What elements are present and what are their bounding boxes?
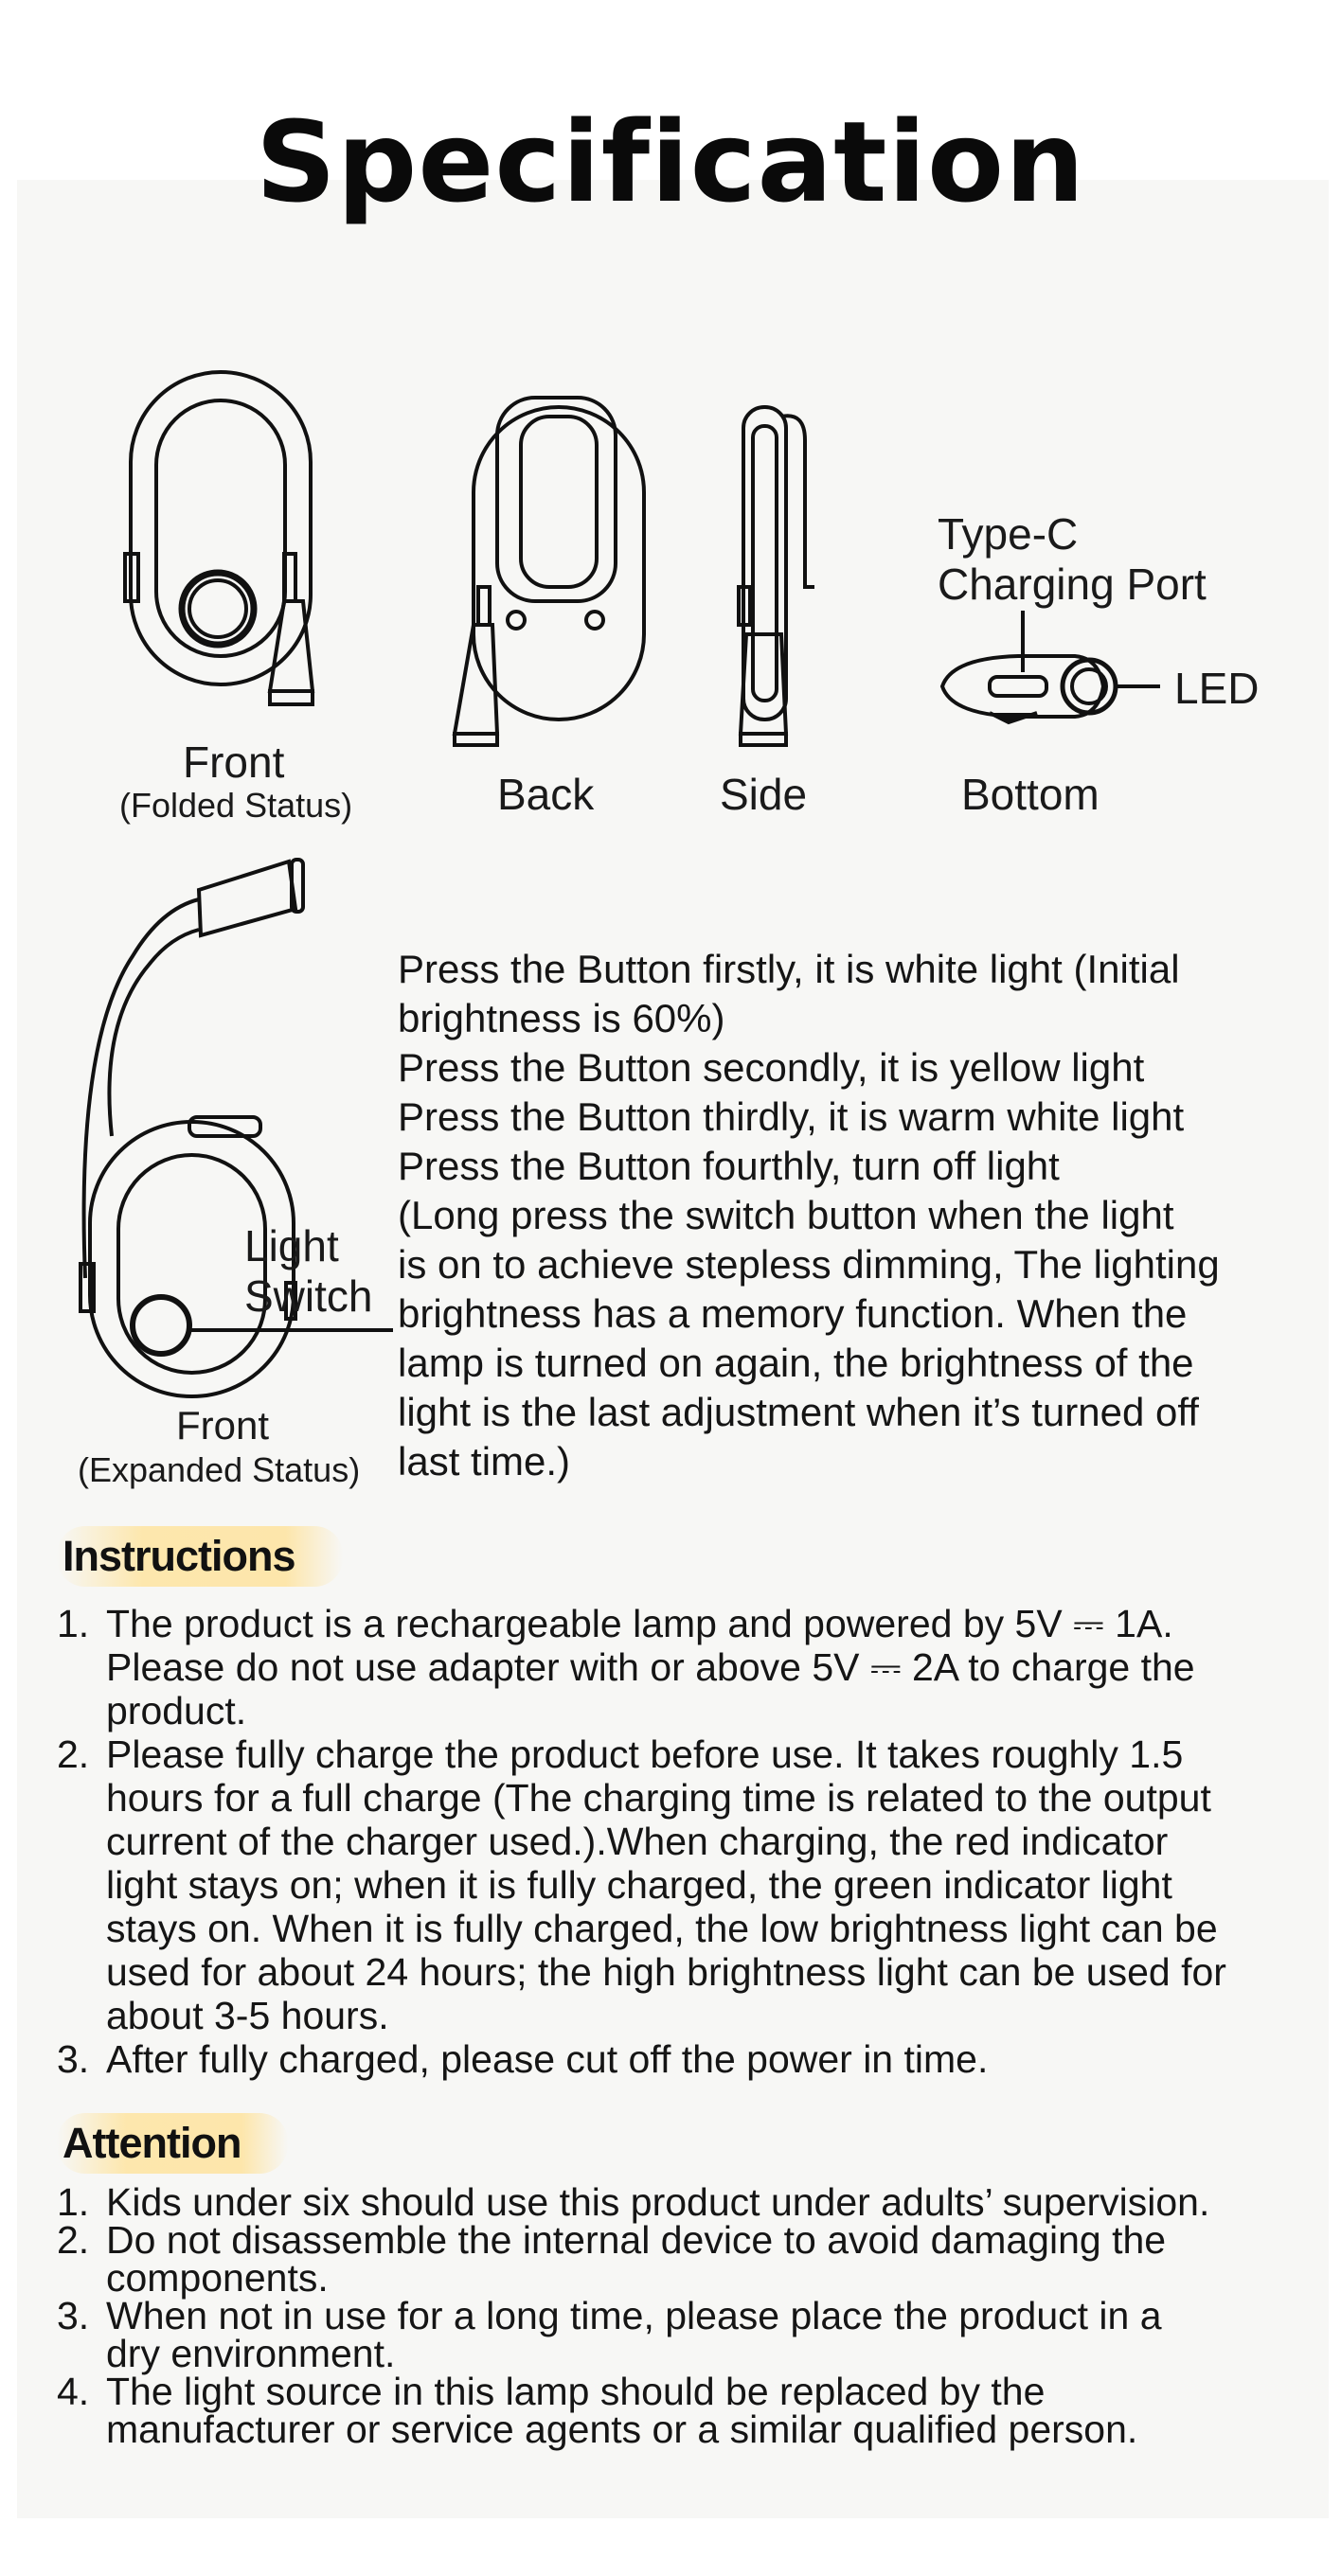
side-illustration <box>729 398 824 762</box>
desc-line: (Long press the switch button when the light <box>398 1193 1174 1237</box>
front-folded-label: Front <box>183 737 285 787</box>
front-expanded-label: Front <box>176 1403 270 1448</box>
page-title: Specification <box>255 97 1086 227</box>
attention-list <box>57 2180 1307 2451</box>
back-illustration <box>445 388 663 753</box>
attention-heading: Attention <box>57 2113 288 2174</box>
desc-line: Press the Button fourthly, turn off light <box>398 1144 1060 1188</box>
button-description <box>398 945 1321 1486</box>
desc-line: is on to achieve stepless dimming, The lighting <box>398 1242 1220 1287</box>
desc-line: light is the last adjustment when it’s turned off <box>398 1390 1199 1434</box>
bottom-illustration <box>933 611 1179 748</box>
list-item: 3. When not in use for a long time, please place the product in a dry environment. <box>57 2294 1162 2375</box>
desc-line: Press the Button firstly, it is white light (Initial <box>398 947 1180 991</box>
instructions-heading: Instructions <box>57 1526 343 1587</box>
front-expanded-illustration <box>66 852 407 1406</box>
list-item: 2. Please fully charge the product before use. It takes roughly 1.5 hours for a full charge (The charging time is related to the output current of the charger used.).When charging, the red indicator light stays on; when it is fully charged, the green indicator light stays on. When it is fully charged, the low brightness light can be used for about 24 hours; the high brightness light can be used for about 3-5 hours. <box>57 1732 1226 2037</box>
front-expanded-sublabel: (Expanded Status) <box>78 1450 361 1489</box>
led-label: LED <box>1174 664 1260 713</box>
back-label: Back <box>497 770 595 819</box>
list-item: 1. The product is a rechargeable lamp and powered by 5V ⎓ 1A. Please do not use adapter with or above 5V ⎓ 2A to charge the product. <box>57 1602 1195 1732</box>
type-c-port-label: Type-C Charging Port <box>938 509 1207 610</box>
desc-line: brightness is 60%) <box>398 996 725 1040</box>
desc-line: Press the Button thirdly, it is warm white light <box>398 1094 1185 1139</box>
list-item: 3. After fully charged, please cut off the power in time. <box>57 2037 989 2081</box>
side-label: Side <box>720 770 808 819</box>
instructions-list <box>57 1602 1307 2081</box>
desc-line: brightness has a memory function. When the <box>398 1291 1188 1336</box>
light-switch-label: Light Switch <box>244 1221 373 1322</box>
desc-line: lamp is turned on again, the brightness of the <box>398 1341 1194 1385</box>
list-item: 1. Kids under six should use this product under adults’ supervision. <box>57 2180 1210 2224</box>
list-item: 2. Do not disassemble the internal device to avoid damaging the components. <box>57 2218 1167 2300</box>
desc-line: last time.) <box>398 1439 571 1483</box>
bottom-label: Bottom <box>961 770 1100 819</box>
list-item: 4. The light source in this lamp should be replaced by the manufacturer or service agents or a similar qualified person. <box>57 2370 1138 2451</box>
front-folded-illustration <box>114 364 331 729</box>
front-folded-sublabel: (Folded Status) <box>119 786 353 825</box>
desc-line: Press the Button secondly, it is yellow light <box>398 1045 1145 1090</box>
